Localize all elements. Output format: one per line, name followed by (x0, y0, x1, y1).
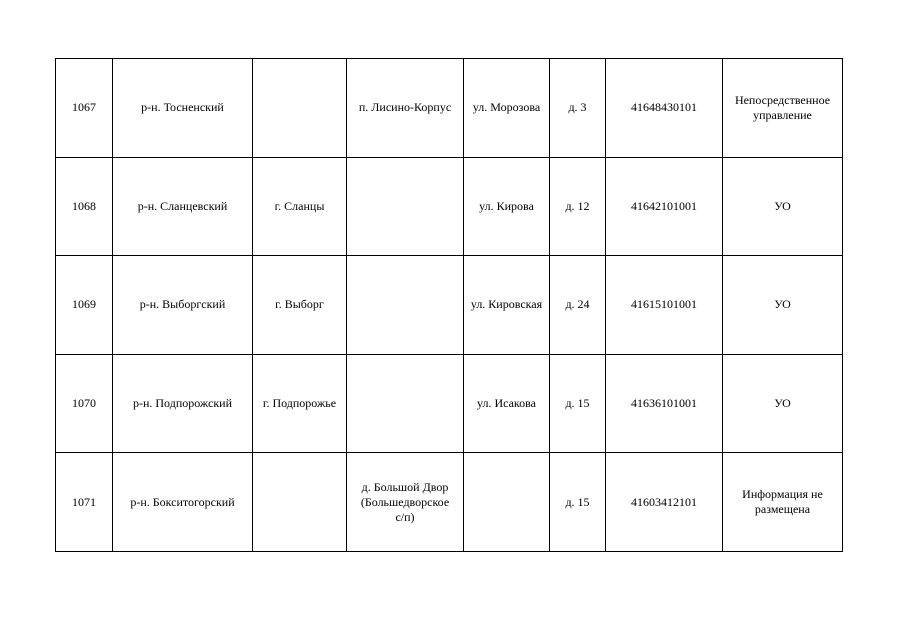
housing-registry-table (55, 58, 843, 552)
district-cell: р-н. Тосненский (113, 59, 253, 158)
street-cell (464, 453, 550, 552)
street-cell: ул. Исакова (464, 354, 550, 453)
city-cell: г. Подпорожье (253, 354, 347, 453)
management-form-cell: Непосредственное управление (723, 59, 843, 158)
city-cell (253, 453, 347, 552)
row-number-cell: 1071 (56, 453, 113, 552)
oktmo-code-cell: 41648430101 (606, 59, 723, 158)
house-cell: д. 12 (550, 157, 606, 256)
table-row (56, 354, 843, 453)
house-cell: д. 3 (550, 59, 606, 158)
management-form-cell: УО (723, 354, 843, 453)
settlement-cell: п. Лисино-Корпус (347, 59, 464, 158)
row-number-cell: 1068 (56, 157, 113, 256)
street-cell: ул. Кирова (464, 157, 550, 256)
table-body (56, 59, 843, 552)
management-form-cell: УО (723, 256, 843, 355)
oktmo-code-cell: 41615101001 (606, 256, 723, 355)
city-cell (253, 59, 347, 158)
table-row (56, 157, 843, 256)
district-cell: р-н. Сланцевский (113, 157, 253, 256)
settlement-cell (347, 256, 464, 355)
settlement-cell: д. Большой Двор (Большедворское с/п) (347, 453, 464, 552)
row-number-cell: 1070 (56, 354, 113, 453)
table-row (56, 453, 843, 552)
row-number-cell: 1069 (56, 256, 113, 355)
management-form-cell: Информация не размещена (723, 453, 843, 552)
street-cell: ул. Кировская (464, 256, 550, 355)
management-form-cell: УО (723, 157, 843, 256)
city-cell: г. Выборг (253, 256, 347, 355)
street-cell: ул. Морозова (464, 59, 550, 158)
oktmo-code-cell: 41636101001 (606, 354, 723, 453)
oktmo-code-cell: 41603412101 (606, 453, 723, 552)
house-cell: д. 15 (550, 453, 606, 552)
settlement-cell (347, 157, 464, 256)
city-cell: г. Сланцы (253, 157, 347, 256)
district-cell: р-н. Подпорожский (113, 354, 253, 453)
district-cell: р-н. Выборгский (113, 256, 253, 355)
settlement-cell (347, 354, 464, 453)
house-cell: д. 15 (550, 354, 606, 453)
house-cell: д. 24 (550, 256, 606, 355)
table-row (56, 256, 843, 355)
row-number-cell: 1067 (56, 59, 113, 158)
district-cell: р-н. Бокситогорский (113, 453, 253, 552)
oktmo-code-cell: 41642101001 (606, 157, 723, 256)
table-row (56, 59, 843, 158)
